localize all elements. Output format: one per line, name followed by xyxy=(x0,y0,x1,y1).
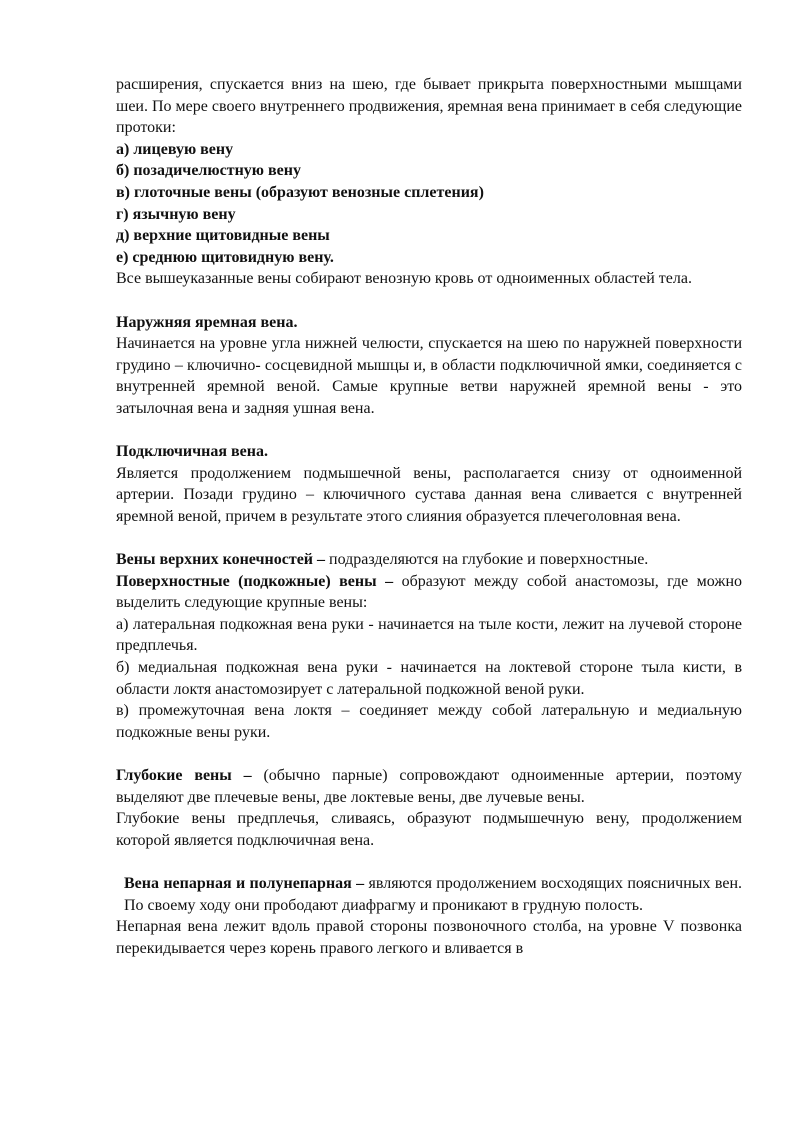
azygos-paragraph xyxy=(116,873,742,916)
spacer xyxy=(116,743,742,765)
superficial-text: образуют между собой анастомозы, где можно выделить следующие крупные вены: xyxy=(116,572,743,612)
azygos-text: являются продолжением восходящих поясничных вен. По своему ходу они прободают диафрагму и проникают в грудную полость. xyxy=(124,874,743,914)
document-page xyxy=(116,74,742,959)
azygos-text-2: Непарная вена лежит вдоль правой стороны позвоночного столба, на уровне V позвонка перекидывается через корень правого легкого и вливается в xyxy=(116,918,742,957)
list-item: а) лицевую вену xyxy=(116,140,234,158)
intro-paragraph: расширения, спускается вниз на шею, где бывает прикрыта поверхностными мышцами шеи. По мере своего внутреннего продвижения, яремная вена принимает в себя следующие протоки: xyxy=(116,76,742,137)
upper-limb-paragraph xyxy=(116,549,742,571)
azygos-heading: Вена непарная и полунепарная – xyxy=(124,874,365,892)
deep-veins-text-2: Глубокие вены предплечья, сливаясь, образуют подмышечную вену, продолжением которой является подключичная вена. xyxy=(116,810,742,849)
spacer xyxy=(116,851,742,873)
spacer xyxy=(116,290,742,312)
superficial-item: б) медиальная подкожная вена руки - начинается на локтевой стороне тыла кисти, в области локтя анастомозирует с латеральной подкожной веной руки. xyxy=(116,659,742,698)
deep-veins-text: (обычно парные) сопровождают одноименные артерии, поэтому выделяют две плечевые вены, две локтевые вены, две лучевые вены. xyxy=(116,767,742,806)
superficial-heading: Поверхностные (подкожные) вены – xyxy=(116,572,394,590)
list-item: е) среднюю щитовидную вену. xyxy=(116,248,334,266)
external-jugular-text: Начинается на уровне угла нижней челюсти, спускается на шею по наружней поверхности грудино – ключично- сосцевидной мышцы и, в области подключичной ямки, соединяется с внутренней яремной веной. Самые крупные ветви наружней яремной вены - это затылочная вена и задняя ушная вена. xyxy=(116,335,742,417)
deep-veins-heading: Глубокие вены – xyxy=(116,767,252,784)
external-jugular-heading: Наружняя яремная вена. xyxy=(116,313,298,331)
superficial-item: а) латеральная подкожная вена руки - начинается на тыле кости, лежит на лучевой стороне предплечья. xyxy=(116,615,742,655)
subclavian-heading: Подключичная вена. xyxy=(116,443,268,461)
subclavian-text: Является продолжением подмышечной вены, располагается снизу от одноименной артерии. Позади грудино – ключичного сустава данная вена сливается с внутренней яремной веной, причем в результате этого слияния образуется плечеголовная вена. xyxy=(116,464,742,525)
tributaries-list xyxy=(116,139,742,269)
deep-veins-paragraph xyxy=(116,765,742,808)
list-item: б) позадичелюстную вену xyxy=(116,162,301,180)
spacer xyxy=(116,420,742,442)
superficial-paragraph xyxy=(116,571,742,614)
superficial-item: в) промежуточная вена локтя – соединяет между собой латеральную и медиальную подкожные вены руки. xyxy=(116,702,742,741)
spacer xyxy=(116,527,742,549)
upper-limb-heading: Вены верхних конечностей – xyxy=(116,551,326,569)
list-item: г) язычную вену xyxy=(116,205,236,223)
list-item: в) глоточные вены (образуют венозные сплетения) xyxy=(116,183,484,201)
list-item: д) верхние щитовидные вены xyxy=(116,227,330,245)
tributaries-summary: Все вышеуказанные вены собирают венозную кровь от одноименных областей тела. xyxy=(116,270,692,288)
upper-limb-text: подразделяются на глубокие и поверхностные. xyxy=(325,551,649,569)
